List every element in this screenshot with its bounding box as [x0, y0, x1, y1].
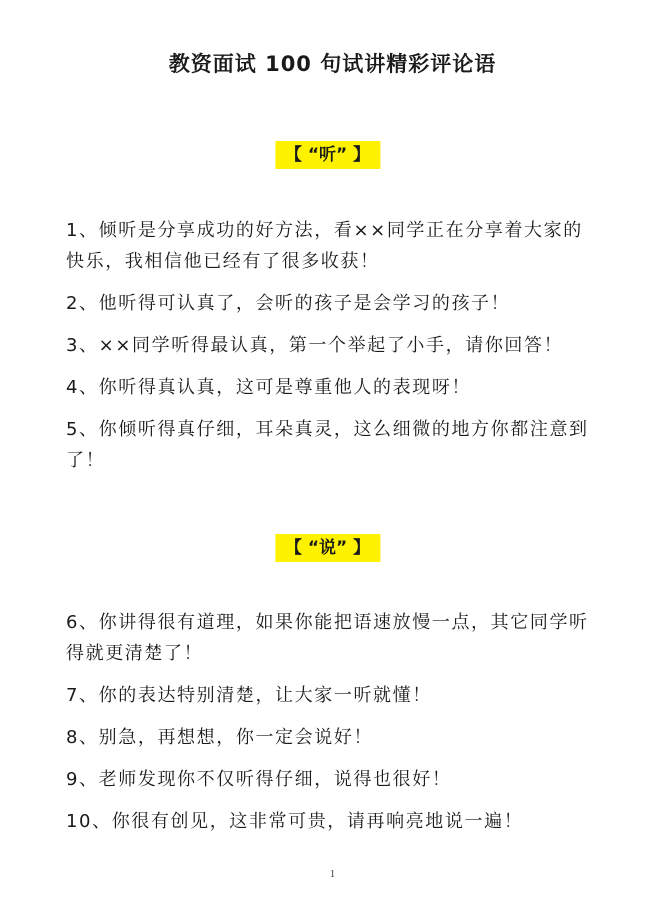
section-heading-listen: 【 “听” 】: [275, 141, 380, 169]
list-item: 2、他听得可认真了，会听的孩子是会学习的孩子！: [66, 293, 511, 314]
speak-comments-list: [66, 607, 596, 848]
page-number: 1: [329, 868, 336, 880]
list-item: 7、你的表达特别清楚，让大家一听就懂！: [66, 685, 432, 706]
list-item: 1、倾听是分享成功的好方法，看××同学正在分享着大家的快乐，我相信他已经有了很多收获！: [66, 220, 583, 272]
document-title: 教资面试 100 句试讲精彩评论语: [168, 52, 497, 76]
list-item: 3、××同学听得最认真，第一个举起了小手，请你回答！: [66, 335, 564, 356]
section-heading-speak: 【 “说” 】: [275, 534, 380, 562]
list-item: 6、你讲得很有道理，如果你能把语速放慢一点，其它同学听得就更清楚了！: [66, 612, 589, 664]
list-item: 5、你倾听得真仔细，耳朵真灵，这么细微的地方你都注意到了！: [66, 419, 589, 471]
list-item: 4、你听得真认真，这可是尊重他人的表现呀！: [66, 377, 472, 398]
listen-comments-list: [66, 215, 596, 487]
list-item: 10、你很有创见，这非常可贵，请再响亮地说一遍！: [66, 811, 524, 832]
list-item: 9、老师发现你不仅听得仔细，说得也很好！: [66, 769, 452, 790]
list-item: 8、别急，再想想，你一定会说好！: [66, 727, 374, 748]
